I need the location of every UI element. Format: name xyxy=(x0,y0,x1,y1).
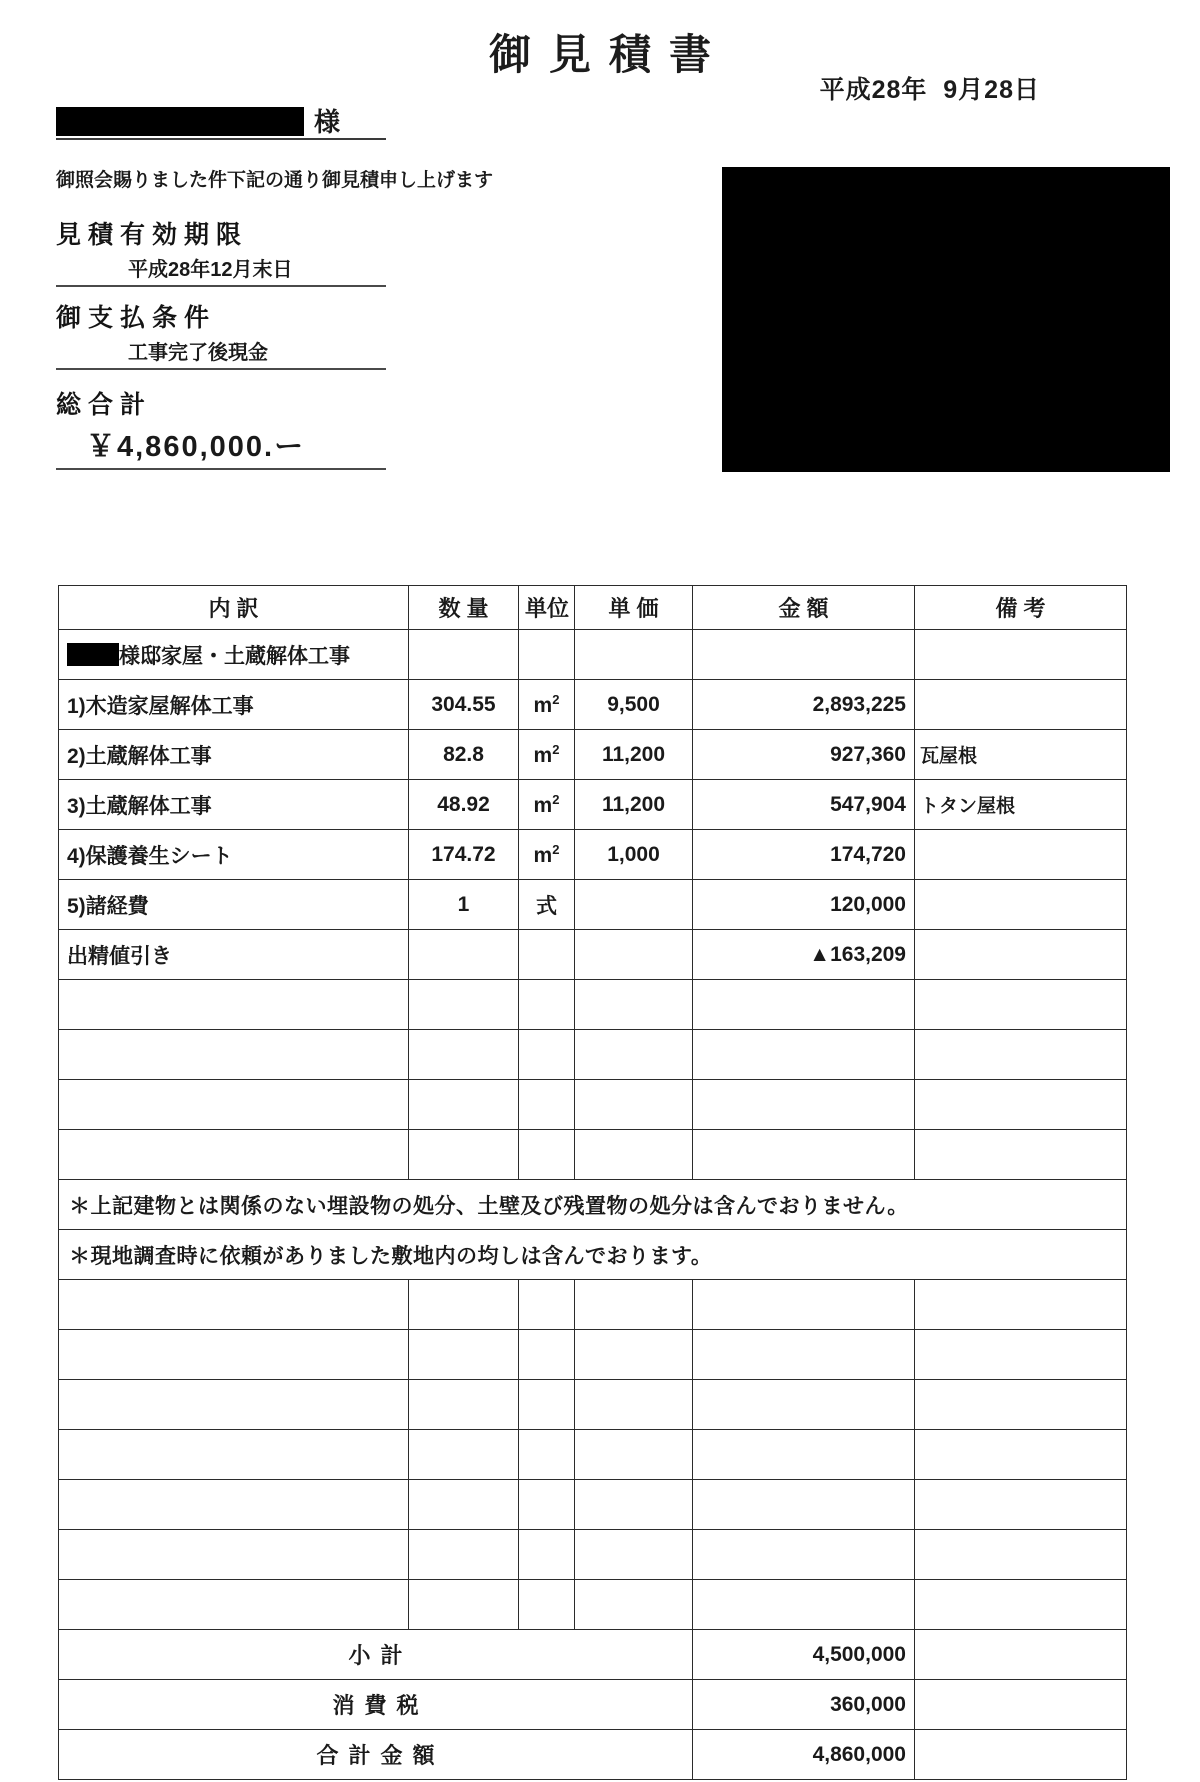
cell-unit xyxy=(519,1380,575,1430)
cell-description: 2)土蔵解体工事 xyxy=(59,730,409,780)
cell-unit xyxy=(519,1530,575,1580)
cell-amt xyxy=(693,630,915,680)
column-header-unit: 単位 xyxy=(519,586,575,630)
summary-amount: 4,500,000 xyxy=(693,1630,915,1680)
cell-qty xyxy=(409,1330,519,1380)
cell-remarks xyxy=(915,880,1127,930)
cell-desc xyxy=(59,1530,409,1580)
summary-amount: 4,860,000 xyxy=(693,1730,915,1780)
cell-quantity: 174.72 xyxy=(409,830,519,880)
divider-payment xyxy=(56,368,386,370)
table-row-group-title xyxy=(59,630,1127,680)
column-header-quantity: 数量 xyxy=(409,586,519,630)
column-header-unit-price: 単価 xyxy=(575,586,693,630)
cell-qty xyxy=(409,1580,519,1630)
table-row-blank xyxy=(59,1380,1127,1430)
page-title: 御見積書 xyxy=(488,31,729,78)
cell-amount: 547,904 xyxy=(693,780,915,830)
cell-unit: $m^2$ xyxy=(519,830,575,880)
cell-remarks xyxy=(915,930,1127,980)
cell-unit xyxy=(519,980,575,1030)
table-row xyxy=(59,930,1127,980)
cell-amt xyxy=(693,1430,915,1480)
divider-total xyxy=(56,468,386,470)
grand-total-label: 総合計 xyxy=(56,391,153,419)
cell-note xyxy=(915,1480,1127,1530)
cell-desc xyxy=(59,980,409,1030)
cell-amt xyxy=(693,1580,915,1630)
cell-price xyxy=(575,630,693,680)
summary-label: 消費税 xyxy=(59,1680,693,1730)
table-row-blank xyxy=(59,1030,1127,1080)
cell-desc xyxy=(59,1380,409,1430)
cell-qty xyxy=(409,1130,519,1180)
cell-price xyxy=(575,1380,693,1430)
table-row-blank xyxy=(59,1280,1127,1330)
table-row-blank xyxy=(59,1130,1127,1180)
cell-unit xyxy=(519,1080,575,1130)
cell-unit xyxy=(519,1480,575,1530)
cell-unit xyxy=(519,930,575,980)
grand-total-amount: ￥4,860,000.ー xyxy=(86,431,306,463)
cell-unit xyxy=(519,1330,575,1380)
document-date: 平成28年 9月28日 xyxy=(819,76,1040,104)
payment-terms-value: 工事完了後現金 xyxy=(128,342,268,364)
cell-amount: 174,720 xyxy=(693,830,915,880)
cell-remarks: トタン屋根 xyxy=(915,780,1127,830)
table-row-note xyxy=(59,1230,1127,1280)
payment-terms-label: 御支払条件 xyxy=(56,304,217,332)
cell-amt xyxy=(693,1130,915,1180)
quote-validity-value: 平成28年12月末日 xyxy=(128,259,293,281)
cell-note xyxy=(915,980,1127,1030)
table-row-blank xyxy=(59,1330,1127,1380)
summary-label: 合計金額 xyxy=(59,1730,693,1780)
table-body xyxy=(59,630,1127,1780)
cell-qty xyxy=(409,1380,519,1430)
cell-unit xyxy=(519,1280,575,1330)
quote-validity-label: 見積有効期限 xyxy=(56,221,249,249)
column-header-description: 内訳 xyxy=(59,586,409,630)
cell-unit xyxy=(519,1430,575,1480)
table-row xyxy=(59,680,1127,730)
cell-note xyxy=(915,1030,1127,1080)
cell-unit: $m^2$ xyxy=(519,780,575,830)
cell-note xyxy=(915,630,1127,680)
cell-unit: $m^2$ xyxy=(519,730,575,780)
table-row-blank xyxy=(59,1530,1127,1580)
table-row xyxy=(59,880,1127,930)
cell-unit: $m^2$ xyxy=(519,680,575,730)
cell-desc xyxy=(59,1330,409,1380)
cell-description: 5)諸経費 xyxy=(59,880,409,930)
table-row-blank xyxy=(59,980,1127,1030)
cell-description: 1)木造家屋解体工事 xyxy=(59,680,409,730)
cell-amount: 927,360 xyxy=(693,730,915,780)
cell-unit-price: 9,500 xyxy=(575,680,693,730)
cell-amt xyxy=(693,1330,915,1380)
cell-desc xyxy=(59,1130,409,1180)
cell-unit-price: 11,200 xyxy=(575,730,693,780)
cell-qty xyxy=(409,1280,519,1330)
cell-amt xyxy=(693,980,915,1030)
summary-amount: 360,000 xyxy=(693,1680,915,1730)
cell-note xyxy=(915,1430,1127,1480)
cell-price xyxy=(575,1080,693,1130)
redacted-issuer-block xyxy=(722,167,1170,472)
cell-unit xyxy=(519,1580,575,1630)
cell-price xyxy=(575,1480,693,1530)
cell-qty xyxy=(409,1530,519,1580)
table-header-row xyxy=(59,586,1127,630)
table-row xyxy=(59,830,1127,880)
payment-terms-block xyxy=(56,298,386,370)
cell-price xyxy=(575,1580,693,1630)
intro-text: 御照会賜りました件下記の通り御見積申し上げます xyxy=(56,170,494,191)
cell-quantity xyxy=(409,930,519,980)
cell-unit-price: 11,200 xyxy=(575,780,693,830)
summary-remarks xyxy=(915,1730,1127,1780)
column-header-amount: 金額 xyxy=(693,586,915,630)
cell-unit xyxy=(519,1030,575,1080)
cell-note xyxy=(915,1530,1127,1580)
cell-unit xyxy=(519,630,575,680)
cell-note xyxy=(915,1330,1127,1380)
cell-amount: ▲163,209 xyxy=(693,930,915,980)
cell-quantity: 48.92 xyxy=(409,780,519,830)
cell-unit-price xyxy=(575,930,693,980)
cell-desc xyxy=(59,1280,409,1330)
table-row-summary xyxy=(59,1680,1127,1730)
cell-qty xyxy=(409,1080,519,1130)
cell-unit-price: 1,000 xyxy=(575,830,693,880)
cell-qty xyxy=(409,1430,519,1480)
table-row-blank xyxy=(59,1580,1127,1630)
cell-description: 出精値引き xyxy=(59,930,409,980)
cell-note xyxy=(915,1280,1127,1330)
cell-note xyxy=(915,1580,1127,1630)
cell-amt xyxy=(693,1080,915,1130)
cell-note xyxy=(915,1080,1127,1130)
cell-price xyxy=(575,1030,693,1080)
cell-price xyxy=(575,1430,693,1480)
cell-desc xyxy=(59,1480,409,1530)
redacted-recipient-name xyxy=(56,107,304,136)
cell-quantity: 304.55 xyxy=(409,680,519,730)
cell-note xyxy=(915,1130,1127,1180)
summary-label: 小計 xyxy=(59,1630,693,1680)
cell-price xyxy=(575,1530,693,1580)
cell-desc xyxy=(59,1080,409,1130)
cell-qty xyxy=(409,980,519,1030)
summary-remarks xyxy=(915,1680,1127,1730)
cell-price xyxy=(575,1330,693,1380)
table-row-note xyxy=(59,1180,1127,1230)
table-row-blank xyxy=(59,1080,1127,1130)
recipient-honorific: 様 xyxy=(314,107,341,137)
cell-amount: 2,893,225 xyxy=(693,680,915,730)
cell-remarks xyxy=(915,680,1127,730)
table-row-blank xyxy=(59,1430,1127,1480)
cell-amt xyxy=(693,1480,915,1530)
table-row-blank xyxy=(59,1480,1127,1530)
divider-validity xyxy=(56,285,386,287)
cell-remarks xyxy=(915,830,1127,880)
group-title-cell xyxy=(59,630,409,680)
summary-remarks xyxy=(915,1630,1127,1680)
table-row-summary xyxy=(59,1630,1127,1680)
note-text: ＊上記建物とは関係のない埋設物の処分、土壁及び残置物の処分は含んでおりません。 xyxy=(59,1180,1127,1230)
cell-price xyxy=(575,1130,693,1180)
cell-amt xyxy=(693,1380,915,1430)
redacted-client-name xyxy=(67,643,119,666)
estimate-items-table xyxy=(58,585,1127,1780)
cell-amt xyxy=(693,1530,915,1580)
quote-validity-block xyxy=(56,215,386,287)
recipient-block xyxy=(56,100,386,140)
cell-unit: 式 xyxy=(519,880,575,930)
cell-qty xyxy=(409,1030,519,1080)
column-header-remarks: 備考 xyxy=(915,586,1127,630)
cell-price xyxy=(575,1280,693,1330)
cell-quantity: 1 xyxy=(409,880,519,930)
cell-quantity: 82.8 xyxy=(409,730,519,780)
cell-qty xyxy=(409,630,519,680)
cell-desc xyxy=(59,1580,409,1630)
cell-unit xyxy=(519,1130,575,1180)
table-row xyxy=(59,780,1127,830)
cell-desc xyxy=(59,1030,409,1080)
table-row-summary xyxy=(59,1730,1127,1780)
table-row xyxy=(59,730,1127,780)
cell-amt xyxy=(693,1030,915,1080)
cell-description: 4)保護養生シート xyxy=(59,830,409,880)
cell-unit-price xyxy=(575,880,693,930)
cell-amount: 120,000 xyxy=(693,880,915,930)
recipient-line xyxy=(56,100,386,140)
cell-desc xyxy=(59,1430,409,1480)
group-title-text: 様邸家屋・土蔵解体工事 xyxy=(119,644,350,668)
grand-total-block xyxy=(56,385,386,470)
cell-note xyxy=(915,1380,1127,1430)
cell-qty xyxy=(409,1480,519,1530)
cell-remarks: 瓦屋根 xyxy=(915,730,1127,780)
cell-amt xyxy=(693,1280,915,1330)
cell-price xyxy=(575,980,693,1030)
note-text: ＊現地調査時に依頼がありました敷地内の均しは含んでおります。 xyxy=(59,1230,1127,1280)
cell-description: 3)土蔵解体工事 xyxy=(59,780,409,830)
